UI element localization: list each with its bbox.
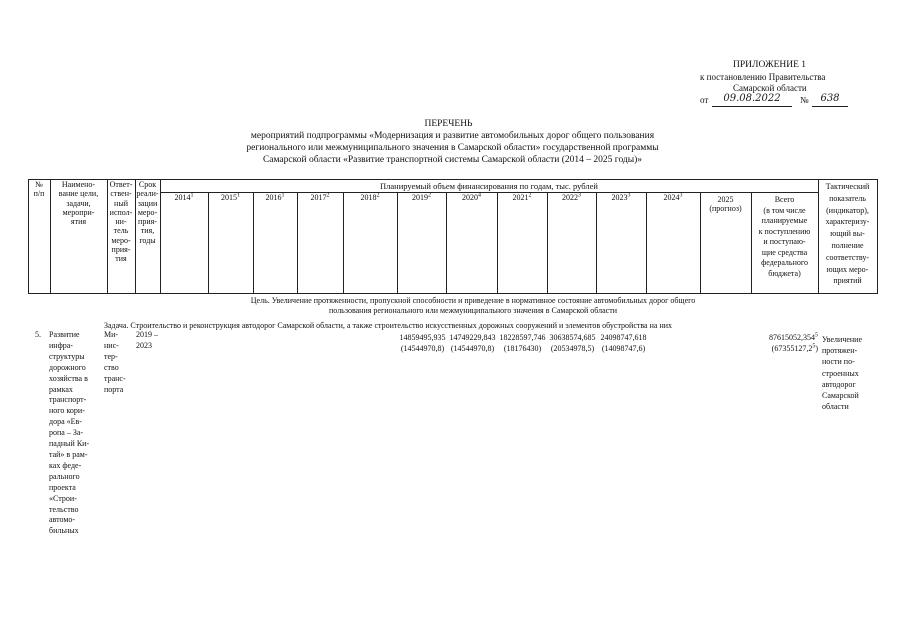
row-name: Развитие инфра- структуры дорожного хозяйства в рамках транспорт- ного кори- дора «Ев- ропа – За- падный Ки- тай» в рам- ках феде- рального проекта «Строи- тельство автомо- бильных — [49, 330, 90, 536]
value-2020: 14749229,843 (14544970,8) — [449, 333, 496, 353]
year-2019: 2019$^2$ — [412, 192, 431, 202]
heading-line1: мероприятий подпрограммы «Модернизация и развитие автомобильных дорог общего пользования — [250, 131, 655, 141]
year-2014: 2014$^1$ — [174, 192, 194, 202]
row-responsible: Ми- нис- тер- ство транс- порта — [104, 330, 126, 394]
year-2015: 2015$^1$ — [221, 192, 240, 202]
col-2025-header: 2025 (прогноз) — [709, 195, 742, 214]
row-term: 2019 – 2023 — [136, 330, 158, 350]
heading-line3: Самарской области «Развитие транспортной системы Самарской области (2014 – 2025 годы)» — [262, 155, 643, 165]
value-2019: 14859495,935 (14544970,8) — [399, 333, 446, 353]
appendix-date-prefix: от — [700, 95, 709, 105]
year-2017: 2017$^2$ — [310, 192, 330, 202]
year-2021: 2021$^2$ — [512, 192, 532, 202]
year-2020: 2020$^4$ — [462, 192, 481, 202]
value-2021: 18228597,746 (18176430) — [499, 333, 546, 353]
heading-line2: регионального или межмуниципального значения в Самарской области» государственной программы — [246, 143, 659, 153]
appendix-line1: к постановлению Правительства — [700, 72, 826, 82]
number-underline — [812, 106, 848, 107]
year-2024: 2024$^3$ — [663, 192, 683, 202]
value-2022: 30638574,685 (20534978,5) — [549, 333, 596, 353]
col-name-header: Наимено- вание цели, задачи, меропри- ятия — [58, 180, 99, 227]
funding-header: Планируемый объем финансирования по годам, тыс. рублей — [380, 181, 598, 191]
appendix-line2: Самарской области — [733, 83, 807, 93]
col-term-header: Срок реали- зации меро- прия- тия, годы — [136, 180, 159, 245]
appendix-number-prefix: № — [800, 95, 809, 105]
goal-text: Цель. Увеличение протяженности, пропускной способности и приведение в нормативное состояние автомобильных дорог общего пользования регионального или межмуниципального значения в Самарской области — [250, 296, 696, 315]
appendix-number-value: 638 — [820, 93, 840, 104]
row-indicator: Увеличение протяжен- ности по- строенных автодорог Самарской области — [822, 335, 863, 412]
row-number: 5. — [35, 330, 41, 339]
col-total-header: Всего (в том числе планируемые к поступлению и поступаю- щие средства федерального бюджета) — [758, 195, 811, 278]
value-total: 87615052,354$^5$ (67355127,2$^5$) — [769, 332, 818, 353]
appendix-title: ПРИЛОЖЕНИЕ 1 — [733, 60, 807, 70]
year-2023: 2023$^3$ — [611, 192, 631, 202]
col-number-header: № п/п — [33, 180, 45, 199]
year-2022: 2022$^3$ — [562, 192, 581, 202]
task-text: Задача. Строительство и реконструкция автодорог Самарской области, а также строительство искусственных дорожных сооружений и элементов обустройства на них — [104, 321, 672, 330]
col-responsible-header: Ответ- ствен- ный испол- ни- тель меро- прия- тия — [109, 180, 133, 264]
date-underline — [712, 106, 792, 107]
col-indicator-header: Тактический показатель (индикатор), характеризу- ющий вы- полнение соответству- ющих меро- приятий — [825, 182, 870, 286]
year-2018: 2018$^2$ — [360, 192, 380, 202]
year-2016: 2016$^1$ — [265, 192, 285, 202]
value-2023: 24098747,618 (14098747,6) — [600, 333, 647, 353]
document-title: ПЕРЕЧЕНЬ — [424, 119, 473, 129]
appendix-date-value: 09.08.2022 — [723, 93, 781, 104]
